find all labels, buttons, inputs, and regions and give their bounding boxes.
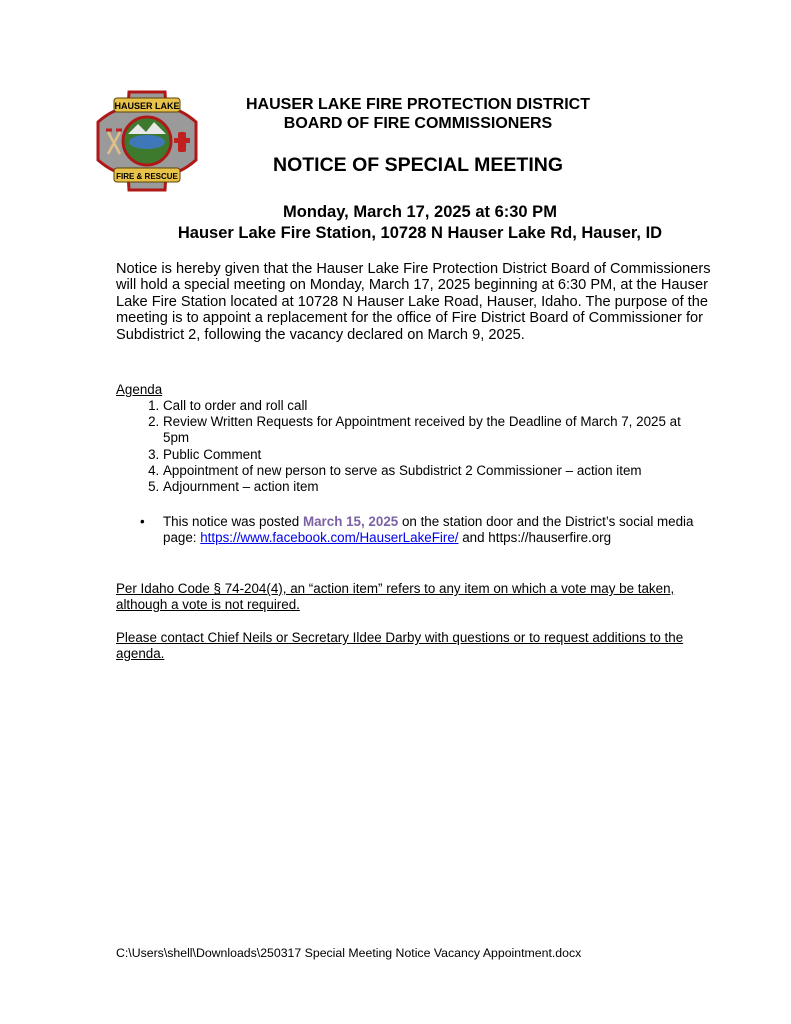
file-path-footer: C:\Users\shell\Downloads\250317 Special Meeting Notice Vacancy Appointment.docx — [116, 946, 582, 960]
notice-title: NOTICE OF SPECIAL MEETING — [273, 154, 563, 176]
svg-text:HAUSER LAKE: HAUSER LAKE — [114, 101, 180, 111]
agenda-item: 2. Review Written Requests for Appointment received by the Deadline of March 7, 2025 at 5pm — [163, 414, 703, 446]
posting-prefix: This notice was posted — [163, 514, 303, 529]
organization-heading — [180, 95, 656, 133]
posting-middle: on the station door and the District’s social media page: — [163, 514, 694, 546]
meeting-details — [120, 202, 720, 244]
agenda-list — [116, 398, 703, 495]
agenda-item: 3. Public Comment — [163, 447, 703, 463]
agenda-item: 4. Appointment of new person to serve as Subdistrict 2 Commissioner – action item — [163, 463, 703, 479]
svg-text:FIRE & RESCUE: FIRE & RESCUE — [116, 172, 178, 181]
posting-suffix: and https://hauserfire.org — [458, 530, 612, 546]
org-name: HAUSER LAKE FIRE PROTECTION DISTRICT — [245, 96, 590, 113]
agenda-title: Agenda — [116, 382, 163, 397]
posting-date: March 15, 2025 — [302, 514, 399, 529]
board-name: BOARD OF FIRE COMMISSIONERS — [283, 115, 553, 132]
contact-note: Please contact Chief Neils or Secretary Ildee Darby with questions or to request additions to the agenda. — [116, 630, 684, 662]
action-item-note: Per Idaho Code § 74-204(4), an “action item” refers to any item on which a vote may be taken, although a vote is not required. — [116, 581, 675, 613]
facebook-link[interactable]: https://www.facebook.com/HauserLakeFire/ — [200, 530, 459, 546]
posting-notice — [140, 514, 720, 546]
notice-paragraph: Notice is hereby given that the Hauser Lake Fire Protection District Board of Commissioners will hold a special meeting on Monday, March 17, 2025 beginning at 6:30 PM, at the Hauser Lake Fire Station located at 10728 N Hauser Lake Road, Hauser, Idaho. The purpose of the meeting is to appoint a replacement for the office of Fire District Board of Commissioner for Subdistrict 2, following the vacancy declared on March 9, 2025. — [116, 261, 711, 343]
bullet-icon: • — [140, 514, 145, 529]
meeting-location: Hauser Lake Fire Station, 10728 N Hauser Lake Rd, Hauser, ID — [177, 224, 663, 242]
meeting-date: Monday, March 17, 2025 at 6:30 PM — [283, 203, 557, 221]
agenda-item: 5. Adjournment – action item — [163, 479, 703, 495]
agenda-item: 1. Call to order and roll call — [163, 398, 703, 414]
